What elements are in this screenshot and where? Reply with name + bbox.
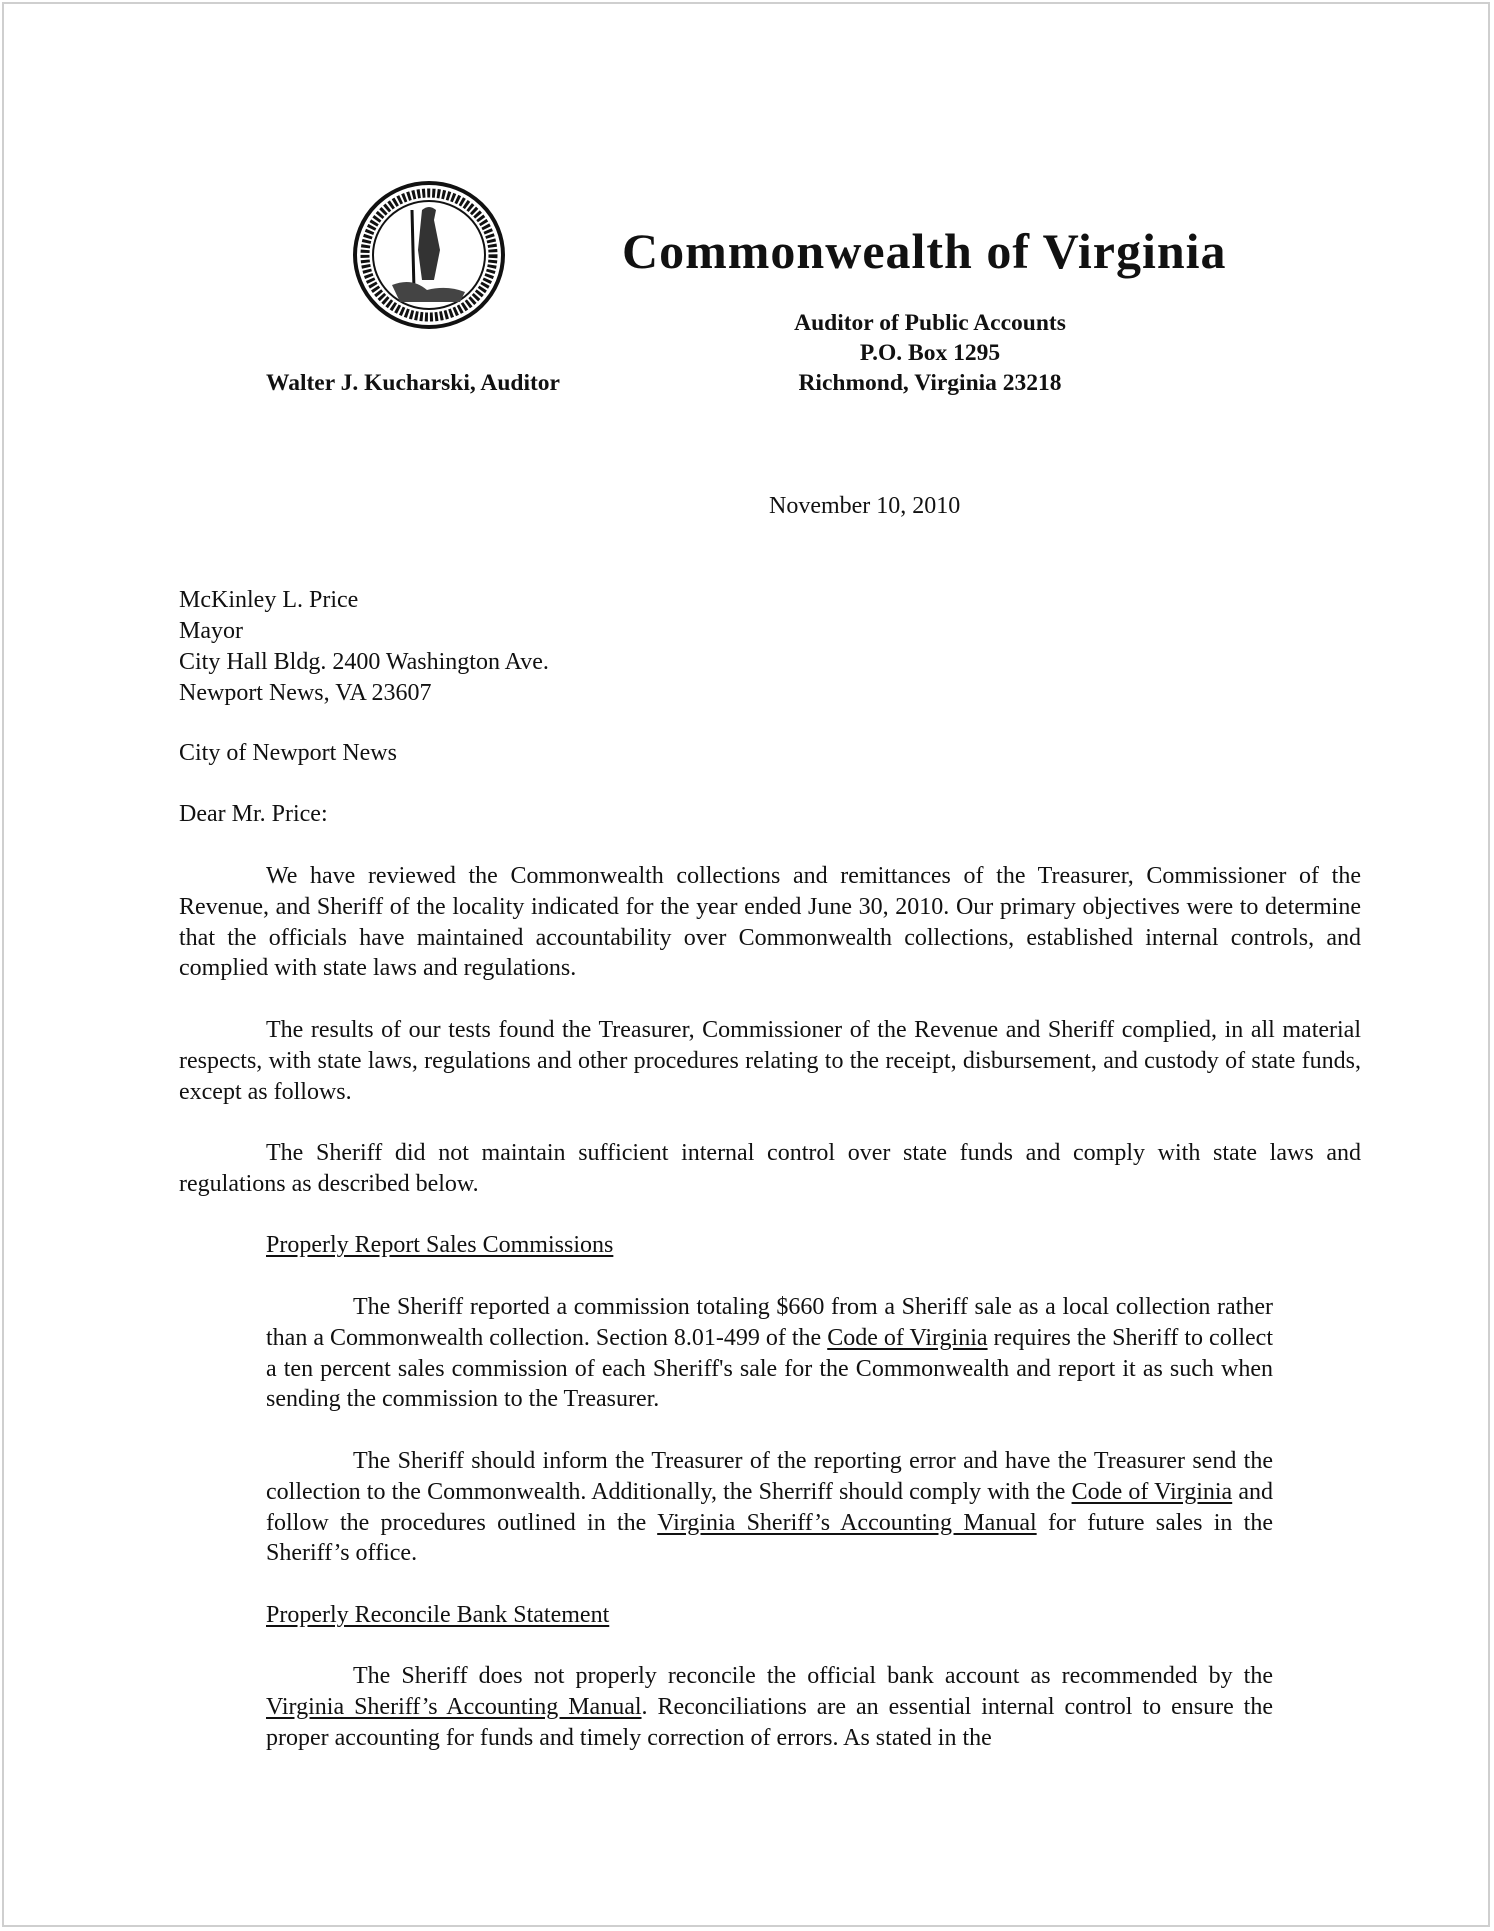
paragraph-2: The results of our tests found the Treasurer, Commissioner of the Revenue and Sheriff complied, in all material respects, with state laws, regulations and other procedures relating to the receipt, disbursement, and custody of state funds, except as follows.: [179, 1017, 1361, 1105]
letterhead-title: Commonwealth of Virginia: [622, 223, 1227, 279]
code-of-virginia-ref: Code of Virginia: [827, 1324, 988, 1351]
office-city: Richmond, Virginia 23218: [798, 370, 1062, 396]
recipient-street: City Hall Bldg. 2400 Washington Ave.: [179, 649, 549, 675]
recipient-city: Newport News, VA 23607: [179, 680, 432, 706]
letter-date: November 10, 2010: [769, 493, 961, 519]
recipient-name: McKinley L. Price: [179, 587, 359, 613]
section-heading-reconcile-bank: Properly Reconcile Bank Statement: [266, 1602, 610, 1628]
salutation: Dear Mr. Price:: [179, 801, 328, 827]
code-of-virginia-ref: Code of Virginia: [1071, 1478, 1233, 1505]
locality: City of Newport News: [179, 740, 397, 766]
section-heading-sales-commissions: Properly Report Sales Commissions: [266, 1232, 614, 1258]
recipient-address: [179, 585, 549, 709]
sheriff-accounting-manual-ref: Virginia Sheriff’s Accounting Manual: [657, 1509, 1037, 1536]
virginia-seal-logo: [352, 180, 506, 330]
section1-paragraph-2: The Sheriff should inform the Treasurer of the reporting error and have the Treasurer send the collection to the Commonwealth. Additionally, the Sherriff should comply with the Code of Virginia and follow the procedures outlined in the Virginia Sheriff’s Accounting Manual for future sales in the Sheriff’s office.: [266, 1448, 1274, 1567]
office-name: Auditor of Public Accounts: [794, 310, 1066, 336]
sheriff-accounting-manual-ref: Virginia Sheriff’s Accounting Manual: [266, 1693, 642, 1720]
recipient-title: Mayor: [179, 618, 243, 644]
paragraph-3: The Sheriff did not maintain sufficient internal control over state funds and comply with state laws and regulations as described below.: [179, 1140, 1361, 1197]
section1-paragraph-1: The Sheriff reported a commission totaling $660 from a Sheriff sale as a local collection rather than a Commonwealth collection. Section 8.01-499 of the Code of Virginia requires the Sheriff to collect a ten percent sales commission of each Sheriff's sale for the Commonwealth and report it as such when sending the commission to the Treasurer.: [266, 1294, 1274, 1413]
auditor-name: Walter J. Kucharski, Auditor: [266, 370, 560, 396]
paragraph-1: We have reviewed the Commonwealth collections and remittances of the Treasurer, Commissioner of the Revenue, and Sheriff of the locality indicated for the year ended June 30, 2010. Our primary objectives were to determine that the officials have maintained accountability over Commonwealth collections, established internal controls, and complied with state laws and regulations.: [179, 863, 1361, 982]
office-po-box: P.O. Box 1295: [859, 340, 1001, 366]
section2-paragraph-1: The Sheriff does not properly reconcile the official bank account as recommended by the Virginia Sheriff’s Accounting Manual. Reconciliations are an essential internal control to ensure the proper accounting for funds and timely correction of errors. As stated in the: [266, 1663, 1274, 1751]
